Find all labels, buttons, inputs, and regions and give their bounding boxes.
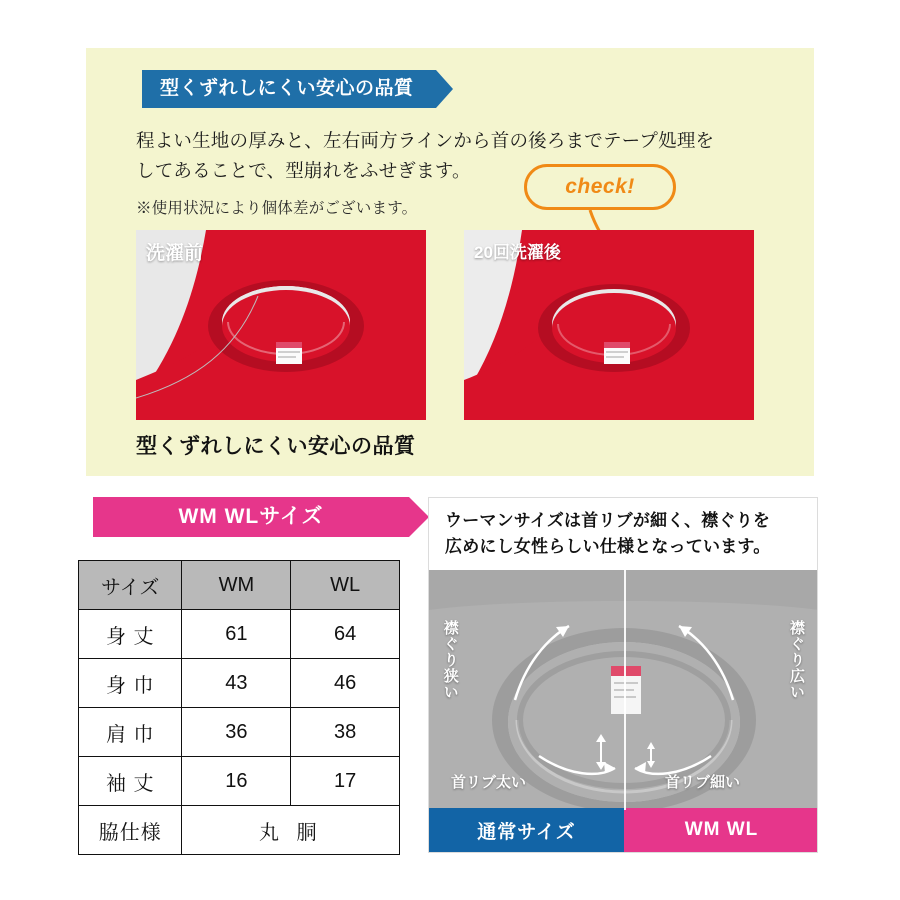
cell-wm-sleeve-length: 16 (182, 757, 291, 806)
quality-description-line1: 程よい生地の厚みと、左右両方ラインから首の後ろまでテープ処理を (136, 130, 715, 151)
row-label-shoulder-width: 肩 巾 (79, 708, 182, 757)
cell-wm-body-width: 43 (182, 659, 291, 708)
photo-after-wash-label: 20回洗濯後 (474, 243, 561, 262)
woman-size-description-line2: 広めにし女性らしい仕様となっています。 (445, 537, 771, 557)
table-row (79, 806, 400, 855)
table-row (79, 659, 400, 708)
table-row (79, 610, 400, 659)
photo-before-wash-label: 洗濯前 (146, 243, 204, 264)
table-header-size: サイズ (79, 561, 182, 610)
photo-before-wash (136, 230, 426, 420)
check-callout-label: check! (565, 175, 635, 198)
table-header-wl: WL (291, 561, 400, 610)
woman-size-description (445, 508, 805, 561)
table-header-wm: WM (182, 561, 291, 610)
size-table (78, 560, 400, 855)
row-label-body-length: 身 丈 (79, 610, 182, 659)
table-row (79, 757, 400, 806)
cell-wl-sleeve-length: 17 (291, 757, 400, 806)
quality-panel (86, 48, 814, 476)
row-label-body-width: 身 巾 (79, 659, 182, 708)
size-banner (93, 497, 409, 537)
woman-size-description-line1: ウーマンサイズは首リブが細く、襟ぐりを (445, 511, 771, 530)
label-neckline-narrow: 襟ぐり狭い (441, 620, 459, 700)
photo-after-wash (464, 230, 754, 420)
row-label-side-spec: 脇仕様 (79, 806, 182, 855)
cell-wm-body-length: 61 (182, 610, 291, 659)
label-rib-thick: 首リブ太い (451, 774, 527, 791)
cell-side-spec-value: 丸 胴 (182, 806, 400, 855)
check-callout (524, 164, 676, 210)
quality-ribbon-label: 型くずれしにくい安心の品質 (160, 78, 414, 99)
quality-ribbon-title (142, 70, 436, 108)
size-comparison-tabs (429, 808, 818, 852)
label-neckline-wide: 襟ぐり広い (788, 620, 805, 700)
cell-wl-shoulder-width: 38 (291, 708, 400, 757)
woman-size-panel (428, 497, 818, 853)
table-header-row (79, 561, 400, 610)
quality-description-line2: してあることで、型崩れをふせぎます。 (136, 159, 471, 181)
row-label-sleeve-length: 袖 丈 (79, 757, 182, 806)
quality-bottom-caption: 型くずれしにくい安心の品質 (136, 435, 416, 458)
table-row (79, 708, 400, 757)
tab-normal-size-label: 通常サイズ (477, 821, 576, 843)
tab-wm-wl-size[interactable] (624, 808, 818, 852)
size-banner-label: WM WLサイズ (178, 505, 324, 528)
panel-divider (624, 570, 626, 810)
cell-wm-shoulder-width: 36 (182, 708, 291, 757)
tab-normal-size[interactable] (429, 808, 624, 852)
cell-wl-body-length: 64 (291, 610, 400, 659)
label-rib-thin: 首リブ細い (665, 774, 741, 791)
quality-description (136, 126, 776, 186)
quality-note: ※使用状況により個体差がございます。 (136, 200, 418, 217)
tab-wm-wl-size-label: WM WL (684, 819, 759, 840)
cell-wl-body-width: 46 (291, 659, 400, 708)
